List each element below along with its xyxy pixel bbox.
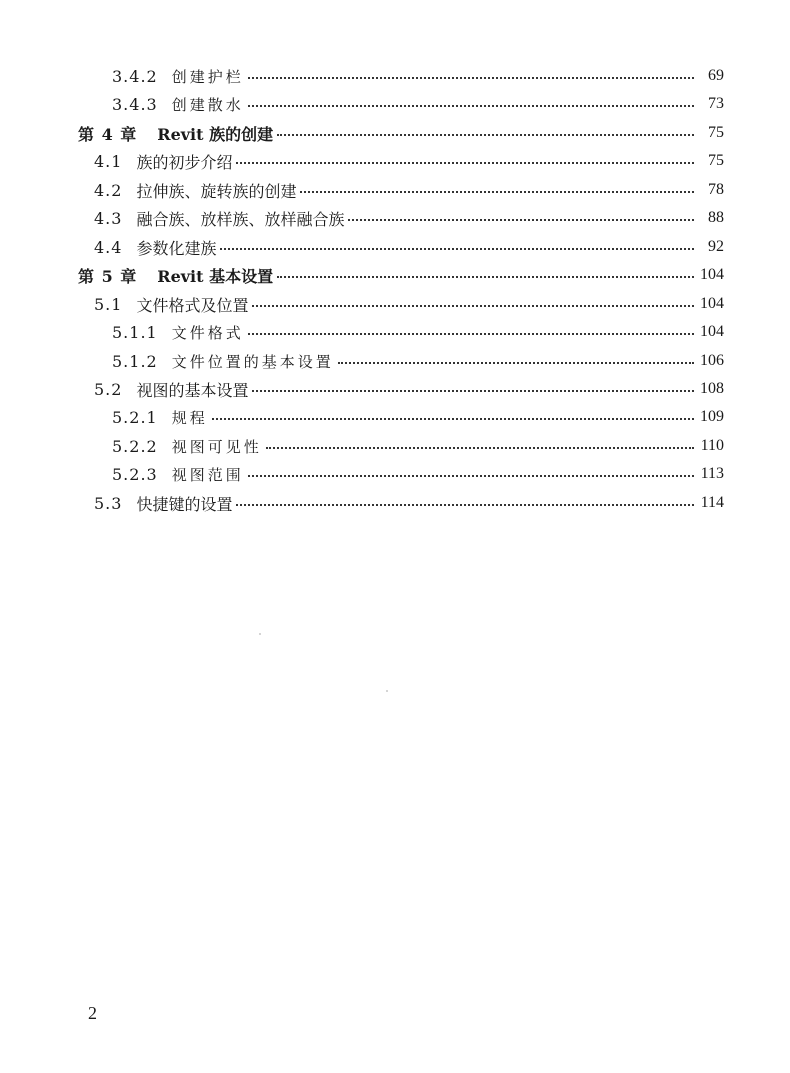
toc-entry[interactable] xyxy=(112,460,724,488)
page-number: 2 xyxy=(88,1003,97,1023)
dot-leader xyxy=(277,119,694,147)
toc-entry[interactable] xyxy=(112,62,724,90)
toc-entry[interactable] xyxy=(112,432,724,460)
dot-leader xyxy=(212,403,694,431)
toc-entry-title: 创建护栏 xyxy=(171,67,244,86)
toc-entry-number: 4.1 xyxy=(94,151,123,171)
dot-leader xyxy=(338,347,694,375)
toc-entry-number: 4.3 xyxy=(94,208,123,228)
toc-entry-page: 110 xyxy=(700,437,724,454)
toc-entry-number: 5.2.2 xyxy=(112,436,158,456)
toc-entry-page: 75 xyxy=(708,152,724,169)
toc-entry-title: 拉伸族、旋转族的创建 xyxy=(136,181,297,201)
toc-entry-number: 5.1 xyxy=(94,294,123,314)
toc-entry-title: 创建散水 xyxy=(171,95,244,114)
toc-entry-number: 5.2.3 xyxy=(112,464,158,484)
toc-entry-number: 5.2.1 xyxy=(112,407,158,427)
dot-leader xyxy=(300,176,694,204)
toc-entry-page: 104 xyxy=(700,323,724,340)
toc-entry[interactable] xyxy=(94,147,724,175)
toc-entry-title: 参数化建族 xyxy=(136,238,217,258)
toc-entry-page: 88 xyxy=(708,209,724,226)
toc-entry[interactable] xyxy=(94,204,724,232)
toc-entry[interactable] xyxy=(112,318,724,346)
toc-entry-page: 75 xyxy=(708,124,724,141)
scan-speck xyxy=(259,633,261,635)
dot-leader xyxy=(248,460,694,488)
toc-entry-title: Revit 族的创建 xyxy=(157,124,274,144)
toc-entry-page: 73 xyxy=(708,95,724,112)
toc-entry-title: 文件格式 xyxy=(171,323,244,342)
toc-entry-page: 78 xyxy=(708,181,724,198)
toc-entry[interactable] xyxy=(94,176,724,204)
toc-entry-title: 文件位置的基本设置 xyxy=(171,352,334,371)
toc-entry-number: 第 4 章 xyxy=(78,124,138,144)
toc-entry-page: 69 xyxy=(708,67,724,84)
toc-entry-title: 视图可见性 xyxy=(171,437,262,456)
toc-entry[interactable] xyxy=(94,290,724,318)
toc-chapter-entry[interactable] xyxy=(78,119,724,147)
toc-entry-number: 5.1.1 xyxy=(112,322,158,342)
toc-entry-title: 视图范围 xyxy=(171,465,244,484)
toc-entry-title: 文件格式及位置 xyxy=(136,295,249,315)
dot-leader xyxy=(248,90,694,118)
dot-leader xyxy=(266,432,694,460)
dot-leader xyxy=(236,147,694,175)
toc-entry-title: 融合族、放样族、放样融合族 xyxy=(136,209,345,229)
toc-entry-number: 3.4.2 xyxy=(112,66,158,86)
toc-entry-number: 5.3 xyxy=(94,493,123,513)
dot-leader xyxy=(248,62,694,90)
toc-entry[interactable] xyxy=(112,347,724,375)
toc-entry-title: 快捷键的设置 xyxy=(136,494,233,514)
dot-leader xyxy=(348,204,694,232)
toc-entry-page: 109 xyxy=(700,408,724,425)
toc-entry[interactable] xyxy=(112,403,724,431)
toc-entry-number: 4.2 xyxy=(94,180,123,200)
dot-leader xyxy=(220,233,694,261)
toc-entry[interactable] xyxy=(94,375,724,403)
toc-entry-title: 视图的基本设置 xyxy=(136,380,249,400)
toc-entry-page: 104 xyxy=(700,266,724,283)
toc-entry[interactable] xyxy=(94,233,724,261)
dot-leader xyxy=(277,261,694,289)
toc-entry-page: 104 xyxy=(700,295,724,312)
toc-entry-number: 4.4 xyxy=(94,237,123,257)
toc-entry-page: 92 xyxy=(708,238,724,255)
toc-entry-title: 规程 xyxy=(171,408,208,427)
toc-entry-number: 第 5 章 xyxy=(78,266,138,286)
toc-entry-number: 5.2 xyxy=(94,379,123,399)
toc-entry-number: 5.1.2 xyxy=(112,351,158,371)
toc-entry-page: 108 xyxy=(700,380,724,397)
toc-entry-page: 113 xyxy=(700,465,724,482)
toc-entry-number: 3.4.3 xyxy=(112,94,158,114)
toc-entry-title: 族的初步介绍 xyxy=(136,152,233,172)
dot-leader xyxy=(248,318,694,346)
toc-entry[interactable] xyxy=(112,90,724,118)
toc-chapter-entry[interactable] xyxy=(78,261,724,289)
toc-entry-page: 106 xyxy=(700,352,724,369)
dot-leader xyxy=(236,489,694,517)
dot-leader xyxy=(252,290,694,318)
toc-entry-page: 114 xyxy=(700,494,724,511)
dot-leader xyxy=(252,375,694,403)
scan-speck xyxy=(386,690,388,692)
toc-entry[interactable] xyxy=(94,489,724,517)
toc-entry-title: Revit 基本设置 xyxy=(157,266,274,286)
